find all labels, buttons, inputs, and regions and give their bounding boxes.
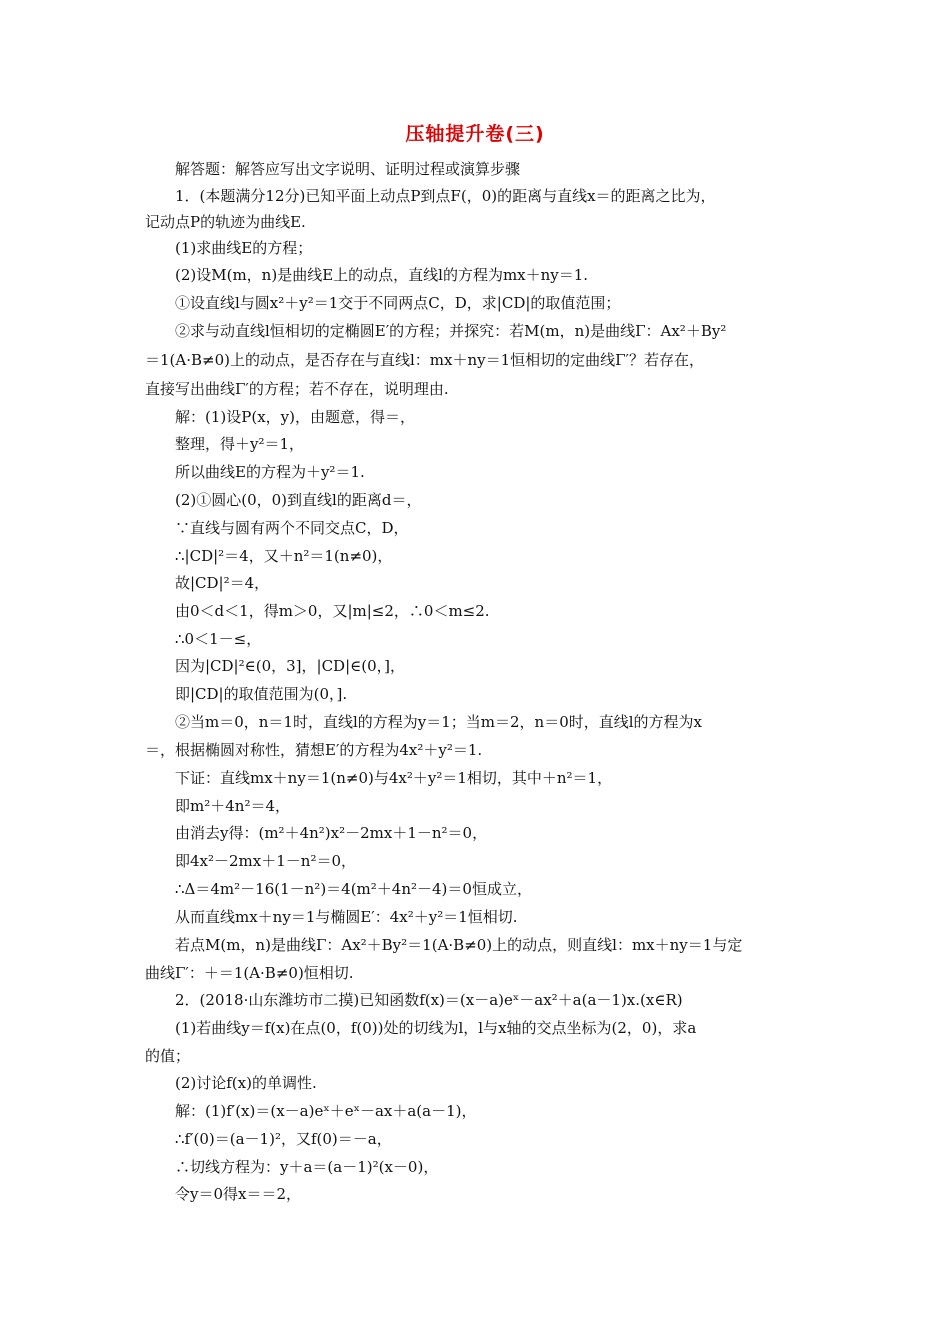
a2-line-1: 解：(1)f′(x)＝(x－a)eˣ＋eˣ－ax＋a(a－1)， [175,1102,477,1120]
a1-line-14: 下证：直线mx＋ny＝1(n≠0)与4x²＋y²＝1相切，其中＋n²＝1， [175,769,613,787]
a1-line-6: ∴|CD|²＝4，又＋n²＝1(n≠0)， [175,547,393,565]
a1-line-13: ＝，根据椭圆对称性，猜想E′的方程为4x²＋y²＝1. [145,741,483,759]
a1-line-8: 由0＜d＜1，得m＞0，又|m|≤2，∴0＜m≤2. [175,602,490,620]
a1-line-12: ②当m＝0，n＝1时，直线l的方程为y＝1；当m＝2，n＝0时，直线l的方程为x [175,713,703,731]
a1-line-19: 从而直线mx＋ny＝1与椭圆E′：4x²＋y²＝1恒相切. [175,908,518,926]
q1-line-3: (1)求曲线E的方程； [175,239,313,257]
q2-line-4: (2)讨论f(x)的单调性. [175,1074,317,1092]
q2-line-3: 的值； [145,1047,191,1065]
a1-line-1: 解：(1)设P(x，y)，由题意，得＝， [175,408,415,426]
a1-line-11: 即|CD|的取值范围为(0，]. [175,685,348,703]
a1-line-9: ∴0＜1－≤， [175,630,262,648]
instructions: 解答题：解答应写出文字说明、证明过程或演算步骤 [175,160,521,178]
a1-line-20: 若点M(m，n)是曲线Γ：Ax²＋By²＝1(A·B≠0)上的动点，则直线l：mx＋ny＝1与定 [175,936,743,954]
q1-line-1: 1．(本题满分12分)已知平面上动点P到点F(，0)的距离与直线x＝的距离之比为， [175,187,716,205]
q1-line-6: ②求与动直线l恒相切的定椭圆E′的方程；并探究：若M(m，n)是曲线Γ：Ax²＋By² [175,322,727,340]
a1-line-16: 由消去y得：(m²＋4n²)x²－2mx＋1－n²＝0， [175,824,488,842]
a1-line-2: 整理，得＋y²＝1， [175,435,305,453]
a1-line-10: 因为|CD|²∈(0，3]，|CD|∈(0，]， [175,657,405,675]
q1-line-4: (2)设M(m，n)是曲线E上的动点，直线l的方程为mx＋ny＝1. [175,266,589,284]
q1-line-7: ＝1(A·B≠0)上的动点，是否存在与直线l：mx＋ny＝1恒相切的定曲线Γ′？若存在， [145,351,704,369]
a2-line-2: ∴f′(0)＝(a－1)²，又f(0)＝－a， [175,1130,392,1148]
a1-line-3: 所以曲线E的方程为＋y²＝1. [175,463,365,481]
q1-line-2: 记动点P的轨迹为曲线E. [145,213,306,231]
a1-line-18: ∴Δ＝4m²－16(1－n²)＝4(m²＋4n²－4)＝0恒成立， [175,880,532,898]
q2-line-2: (1)若曲线y＝f(x)在点(0，f(0))处的切线为l，l与x轴的交点坐标为(2，0)，求a [175,1019,697,1037]
q1-line-8: 直接写出曲线Γ′的方程；若不存在，说明理由. [145,380,449,398]
a1-line-21: 曲线Γ′：＋＝1(A·B≠0)恒相切. [145,964,354,982]
q2-line-1: 2．(2018·山东潍坊市二摸)已知函数f(x)＝(x－a)eˣ－ax²＋a(a－1)x.(x∈R) [175,991,683,1009]
a1-line-5: ∵直线与圆有两个不同交点C，D， [175,519,409,537]
q1-line-5: ①设直线l与圆x²＋y²＝1交于不同两点C，D，求|CD|的取值范围； [175,294,621,312]
a2-line-3: ∴切线方程为：y＋a＝(a－1)²(x－0)， [175,1158,439,1176]
a1-line-4: (2)①圆心(0，0)到直线l的距离d＝， [175,491,422,509]
a2-line-4: 令y＝0得x＝＝2， [175,1185,302,1203]
a1-line-17: 即4x²－2mx＋1－n²＝0， [175,852,357,870]
page-title: 压轴提升卷(三) [405,123,545,145]
a1-line-7: 故|CD|²＝4， [175,574,270,592]
a1-line-15: 即m²＋4n²＝4， [175,797,290,815]
